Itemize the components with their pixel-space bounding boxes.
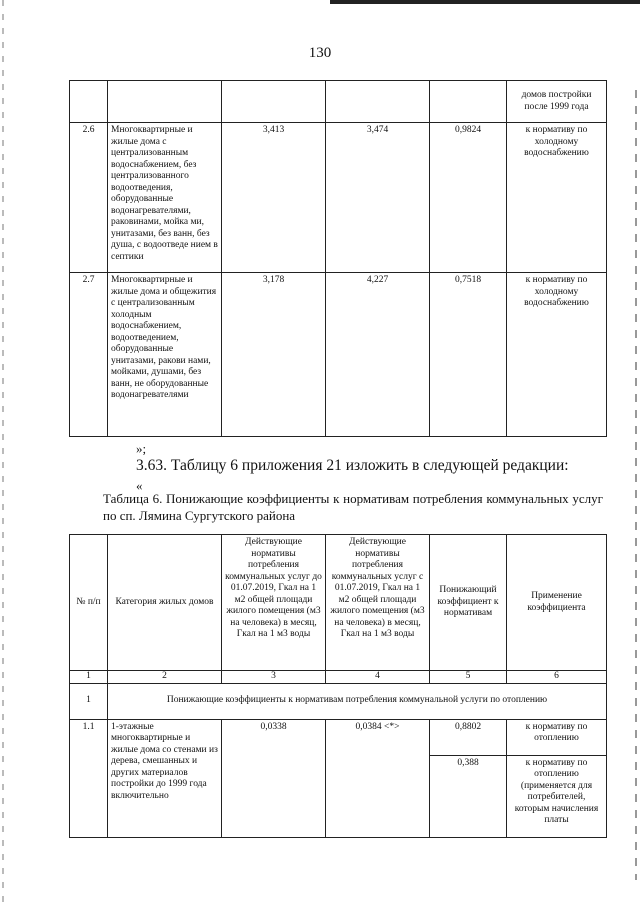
section-row (70, 683, 607, 719)
header-num: № п/п (70, 535, 108, 671)
cell-category: Многоквартирные и жилые дома с централизованным водоснабжением, без централизованного водоотведения, оборудованные водонагревателями, раковинами, мойка ми, унитазами, без ванн, без душа, с водоотведе нием в септики (108, 123, 222, 273)
col-number: 5 (430, 671, 507, 684)
header-norm-before: Действующие нормативы потребления коммунальных услуг до 01.07.2019, Гкал на 1 м2 общей площади жилого помещения (м3 на человека) в месяц, Гкал на 1 м3 воды (222, 535, 326, 671)
table-row (70, 719, 607, 755)
cell (108, 81, 222, 123)
amendment-clause: 3.63. Таблицу 6 приложения 21 изложить в следующей редакции: (136, 457, 569, 474)
header-norm-after: Действующие нормативы потребления коммунальных услуг с 01.07.2019, Гкал на 1 м2 общей площади жилого помещения (м3 на человека) в месяц, Гкал на 1 м3 воды (326, 535, 430, 671)
cell-norm-after: 4,227 (326, 273, 430, 437)
col-number: 6 (507, 671, 607, 684)
col-number: 2 (108, 671, 222, 684)
cell-norm-before: 3,178 (222, 273, 326, 437)
col-number: 3 (222, 671, 326, 684)
cell (222, 81, 326, 123)
header-coef: Понижающий коэффициент к нормативам (430, 535, 507, 671)
table-row (70, 273, 607, 437)
cell (430, 81, 507, 123)
page-number: 130 (308, 45, 332, 61)
cell-application: к нормативу по холодному водоснабжению (507, 273, 607, 437)
opening-quote: « (136, 478, 143, 493)
cell-application: к нормативу по холодному водоснабжению (507, 123, 607, 273)
cell-num: 2.6 (70, 123, 108, 273)
cell-norm-before: 0,0338 (222, 719, 326, 837)
cell-application: домов постройки после 1999 года (507, 81, 607, 123)
cell-application: к нормативу по отоплению (применяется для потребителей, которым начисления платы (507, 755, 607, 837)
column-number-row (70, 671, 607, 684)
top-border-line (330, 0, 640, 4)
section-title: Понижающие коэффициенты к нормативам потребления коммунальной услуги по отоплению (108, 683, 607, 719)
table-row (70, 123, 607, 273)
cell-norm-after: 0,0384 <*> (326, 719, 430, 837)
section-num: 1 (70, 683, 108, 719)
cell-norm-after: 3,474 (326, 123, 430, 273)
table-top-continuation (69, 80, 607, 437)
cell (70, 81, 108, 123)
cell-norm-before: 3,413 (222, 123, 326, 273)
table-6 (69, 534, 607, 838)
scan-right-edge (635, 90, 637, 880)
cell-coef: 0,7518 (430, 273, 507, 437)
cell-coef: 0,8802 (430, 719, 507, 755)
closing-quote: »; (136, 441, 147, 456)
table-header-row (70, 535, 607, 671)
col-number: 4 (326, 671, 430, 684)
cell-coef: 0,9824 (430, 123, 507, 273)
cell-coef: 0,388 (430, 755, 507, 837)
cell-category: 1-этажные многоквартирные и жилые дома со стенами из дерева, смешанных и других материалов постройки до 1999 года включительно (108, 719, 222, 837)
cell-num: 2.7 (70, 273, 108, 437)
cell-application: к нормативу по отоплению (507, 719, 607, 755)
cell (326, 81, 430, 123)
scan-left-edge (2, 0, 4, 905)
cell-num: 1.1 (70, 719, 108, 837)
col-number: 1 (70, 671, 108, 684)
header-category: Категория жилых домов (108, 535, 222, 671)
table-row (70, 81, 607, 123)
cell-category: Многоквартирные и жилые дома и общежития с централизованным холодным водоснабжением, водоотведением, оборудованные унитазами, ракови нами, мойками, душами, без ванн, не оборудованные водонагревателями (108, 273, 222, 437)
table-caption: Таблица 6. Понижающие коэффициенты к нормативам потребления коммунальных услуг по сп. Лямина Сургутского района (103, 491, 603, 523)
header-application: Применение коэффициента (507, 535, 607, 671)
